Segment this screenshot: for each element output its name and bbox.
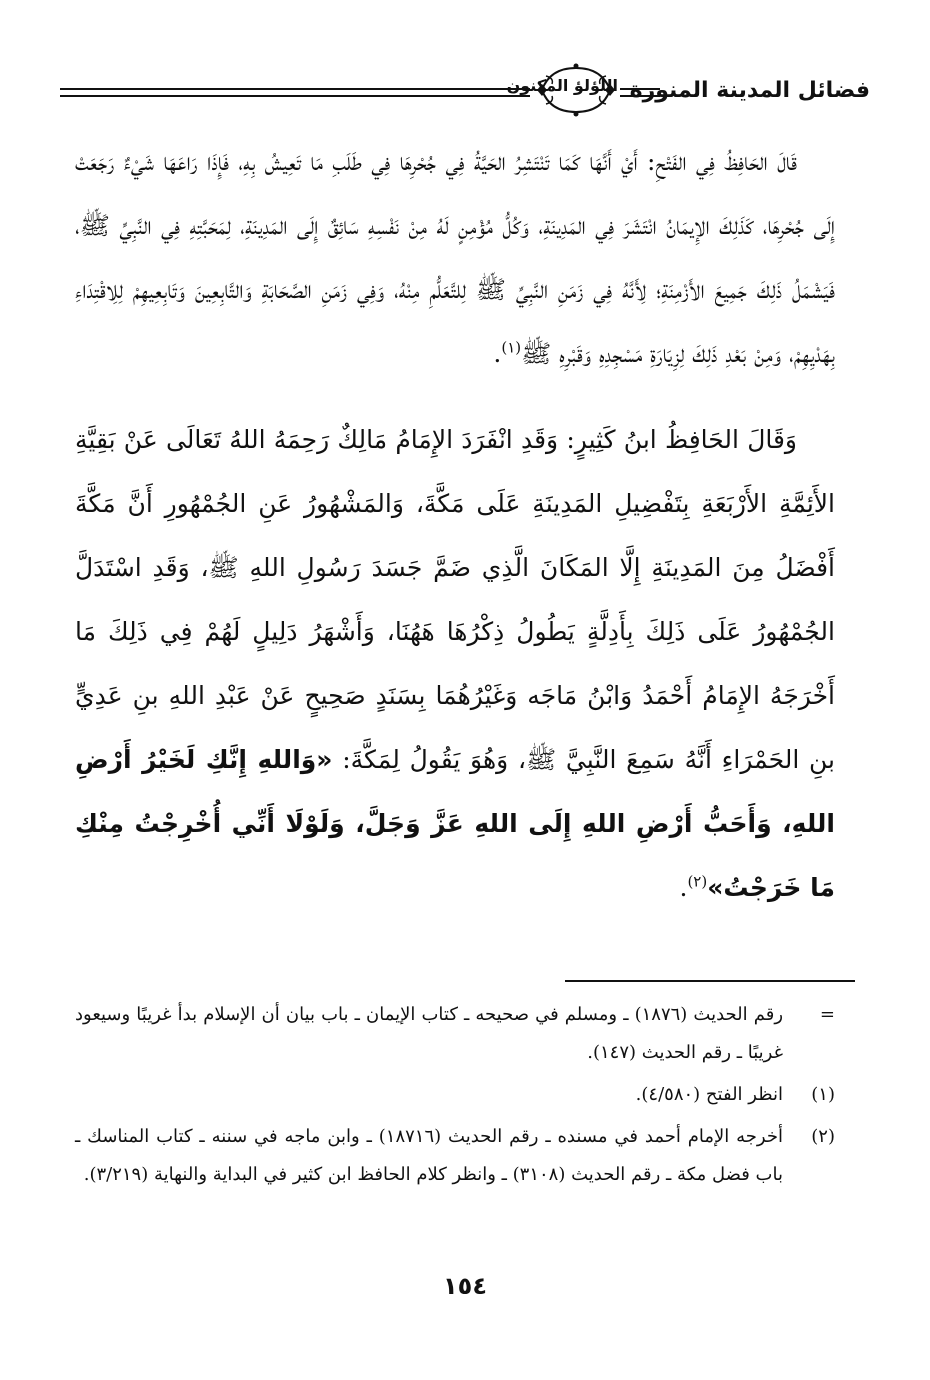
footnote [75,996,835,1072]
footnote-text: رقم الحديث (١٨٧٦) ـ ومسلم في صحيحه ـ كتاب الإيمان ـ باب بيان أن الإسلام بدأ غريبًا وسيعود غريبًا ـ رقم الحديث (١٤٧). [75,1004,784,1063]
paragraph-end: . [679,873,688,902]
book-title: فضائل المدينة المنورة [629,78,870,103]
header-rule-right [620,88,660,97]
footnote-marker: = [819,1004,835,1025]
footnote-marker: (٢) [811,1126,835,1147]
main-text [75,130,835,920]
footnotes [75,996,835,1194]
running-header [60,58,870,122]
footnote-separator [565,980,855,982]
hadith-quote: «وَاللهِ إِنَّكِ لَخَيْرُ أَرْضِ اللهِ، وَأَحَبُّ أَرْضِ اللهِ إِلَى اللهِ عَزَّ وَجَلَّ، وَلَوْلَا أَنِّي أُخْرِجْتُ مِنْكِ مَا خَرَجْتُ» [75,745,835,902]
footnote [75,1118,835,1194]
footnote-text: أخرجه الإمام أحمد في مسنده ـ رقم الحديث (١٨٧١٦) ـ وابن ماجه في سننه ـ كتاب المناسك ـ باب فضل مكة ـ رقم الحديث (٣١٠٨) ـ وانظر كلام الحافظ ابن كثير في البداية والنهاية (٣/٢١٩). [75,1126,783,1185]
paragraph-text: قَالَ الحَافِظُ فِي الفَتْحِ: أَيْ أَنَّهَا كَمَا تَنْتَشِرُ الحَيَّةُ فِي جُحْرِهَا فِي طَلَبِ مَا تَعِيشُ بِهِ، فَإِذَا رَاعَهَا شَيْءٌ رَجَعَتْ إِلَى جُحْرِهَا، كَذَلِكَ الإِيمَانُ انْتَشَرَ فِي المَدِينَةِ، وَكُلُّ مُؤْمِنٍ لَهُ مِنْ نَفْسِهِ سَائِقٌ إِلَى المَدِينَةِ، لِمَحَبَّتِهِ فِي النَّبِيِّ ﷺ، فَيَشْمَلُ ذَلِكَ جَمِيعَ الأَزْمِنَةِ؛ لِأَنَّهُ فِي زَمَنِ النَّبِيِّ ﷺ لِلتَّعَلُّمِ مِنْهُ، وَفِي زَمَنِ الصَّحَابَةِ وَالتَّابِعِينَ وَتَابِعِيهِمْ لِلِاقْتِدَاءِ بِهَدْيِهِمْ، وَمِنْ بَعْدِ ذَلِكَ لِزِيَارَةِ مَسْجِدِهِ وَقَبْرِهِ ﷺ [75,147,835,368]
page-number: ١٥٤ [443,1272,487,1300]
footnote-text: انظر الفتح (٤/٥٨٠). [635,1084,783,1105]
paragraph [75,130,835,386]
footnote-ref: (١) [501,338,522,357]
paragraph-end: . [493,339,502,368]
header-rule-left [60,88,530,97]
series-title: اللؤلؤ المكنون [506,76,618,95]
paragraph-text: وَقَالَ الحَافِظُ ابنُ كَثِيرٍ: وَقَدِ انْفَرَدَ الإِمَامُ مَالِكٌ رَحِمَهُ اللهُ تَعَالَى عَنْ بَقِيَّةِ الأَئِمَّةِ الأَرْبَعَةِ بِتَفْضِيلِ المَدِينَةِ عَلَى مَكَّةَ، وَالمَشْهُورُ عَنِ الجُمْهُورِ أَنَّ مَكَّةَ أَفْضَلُ مِنَ المَدِينَةِ إِلَّا المَكَانَ الَّذِي ضَمَّ جَسَدَ رَسُولِ اللهِ ﷺ، وَقَدِ اسْتَدَلَّ الجُمْهُورُ عَلَى ذَلِكَ بِأَدِلَّةٍ يَطُولُ ذِكْرُهَا هَهُنَا، وَأَشْهَرُ دَلِيلٍ لَهُمْ فِي ذَلِكَ مَا أَخْرَجَهُ الإِمَامُ أَحْمَدُ وَابْنُ مَاجَه وَغَيْرُهُمَا بِسَنَدٍ صَحِيحٍ عَنْ عَبْدِ اللهِ بنِ عَدِيٍّ بنِ الحَمْرَاءِ أَنَّهُ سَمِعَ النَّبِيَّ ﷺ، وَهُوَ يَقُولُ لِمَكَّةَ: [75,425,835,774]
paragraph [75,408,835,920]
footnote-ref: (٢) [687,872,708,891]
footnote-marker: (١) [811,1084,835,1105]
footnote [75,1076,835,1114]
